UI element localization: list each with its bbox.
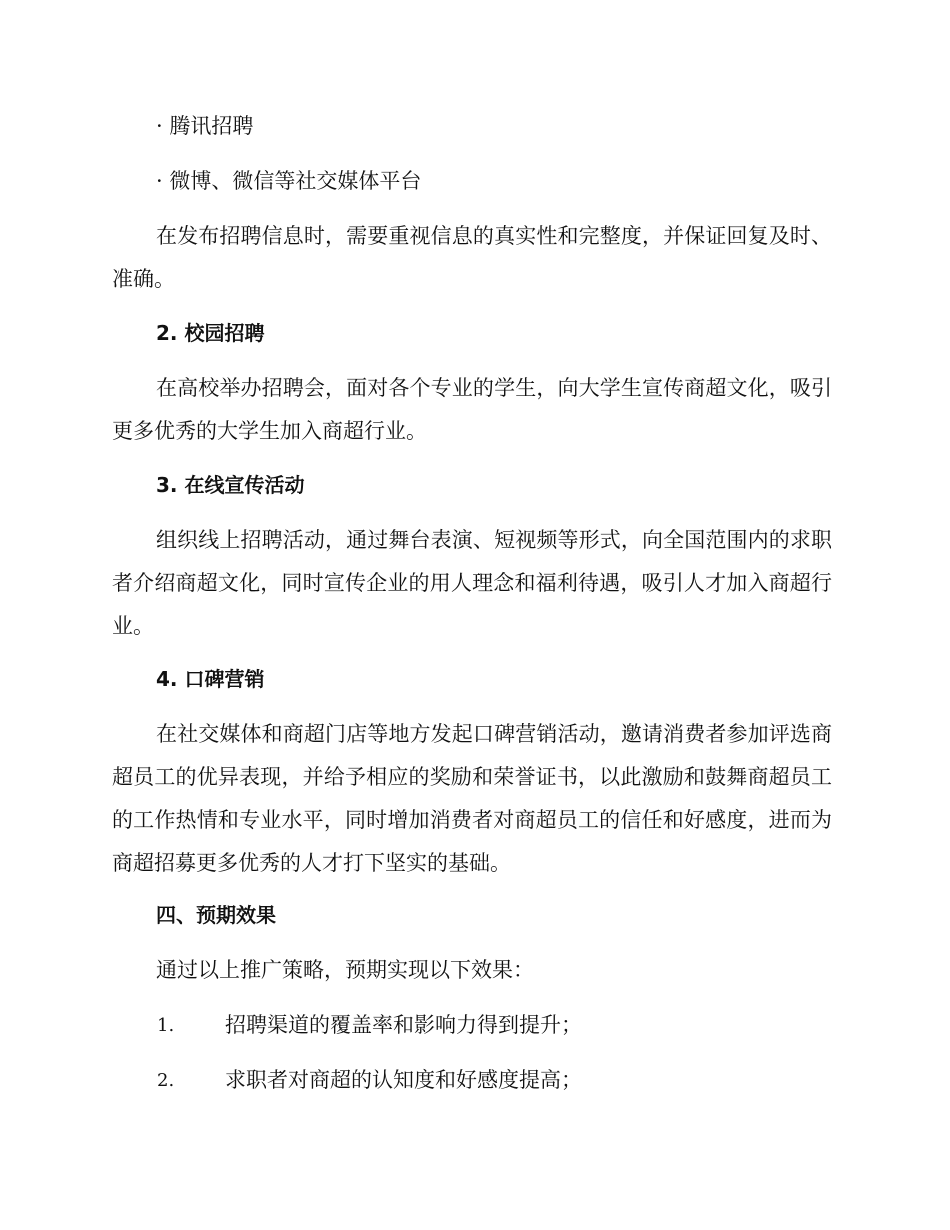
list-item-text: 求职者对商超的认知度和好感度提高；: [225, 1068, 582, 1092]
paragraph-online: 组织线上招聘活动，通过舞台表演、短视频等形式，向全国范围内的求职者介绍商超文化，同时宣传企业的用人理念和福利待遇，吸引人才加入商超行业。: [112, 528, 832, 638]
section-heading-online: 3. 在线宣传活动: [156, 473, 305, 497]
list-item-text: 招聘渠道的覆盖率和影响力得到提升；: [225, 1013, 582, 1037]
bullet-item: · 微博、微信等社交媒体平台: [156, 169, 422, 193]
paragraph-word-of-mouth: 在社交媒体和商超门店等地方发起口碑营销活动，邀请消费者参加评选商超员工的优异表现，并给予相应的奖励和荣誉证书，以此激励和鼓舞商超员工的工作热情和专业水平，同时增加消费者对商超员工的信任和好感度，进而为商超招募更多优秀的人才打下坚实的基础。: [112, 722, 832, 875]
section-heading-expected-effects: 四、预期效果: [156, 903, 276, 927]
bullet-item: · 腾讯招聘: [156, 114, 254, 138]
expected-effects-intro: 通过以上推广策略，预期实现以下效果：: [156, 958, 534, 982]
section-heading-campus: 2. 校园招聘: [156, 321, 265, 345]
list-item-number: 2.: [157, 1070, 175, 1091]
paragraph-publish: 在发布招聘信息时，需要重视信息的真实性和完整度，并保证回复及时、准确。: [112, 224, 832, 291]
paragraph-campus: 在高校举办招聘会，面对各个专业的学生，向大学生宣传商超文化，吸引更多优秀的大学生加入商超行业。: [112, 376, 832, 443]
list-item-number: 1.: [157, 1015, 175, 1036]
section-heading-word-of-mouth: 4. 口碑营销: [156, 667, 265, 691]
